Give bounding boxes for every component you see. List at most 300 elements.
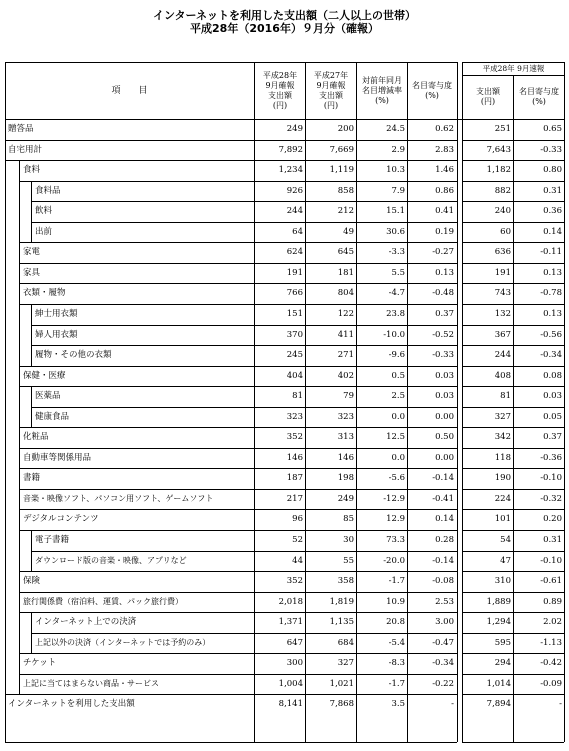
row-line bbox=[19, 571, 457, 572]
cell-value: 0.28 bbox=[435, 535, 454, 545]
cell-value: 0.36 bbox=[543, 206, 562, 217]
indent-guide-2 bbox=[31, 181, 32, 243]
row-line bbox=[19, 530, 457, 531]
cell-value: 12.5 bbox=[386, 432, 405, 443]
row-line-right bbox=[462, 571, 564, 572]
cell-value: 327 bbox=[494, 411, 511, 422]
cell-value: 64 bbox=[292, 226, 303, 237]
table-row bbox=[5, 468, 564, 489]
cell-value: 0.14 bbox=[543, 226, 562, 237]
row-label: インターネット上での決済 bbox=[35, 617, 137, 628]
cell-value: 47 bbox=[500, 555, 511, 566]
table-border-mid-left bbox=[457, 62, 458, 742]
cell-value: 191 bbox=[286, 267, 303, 278]
cell-value: -0.22 bbox=[432, 678, 454, 689]
cell-value: -0.14 bbox=[432, 555, 454, 566]
cell-value: -0.42 bbox=[540, 658, 562, 669]
row-line-right bbox=[462, 325, 564, 326]
row-label: 食料品 bbox=[35, 185, 61, 196]
row-label: 電子書籍 bbox=[35, 535, 70, 545]
cell-value: 300 bbox=[286, 658, 303, 669]
cell-value: 240 bbox=[494, 206, 511, 217]
cell-value: 647 bbox=[286, 637, 303, 648]
column-line-2 bbox=[356, 62, 357, 742]
row-label: 出前 bbox=[35, 226, 53, 237]
header-item: 項 目 bbox=[111, 85, 148, 96]
header-group-right: 平成28年 9月速報 bbox=[482, 63, 545, 73]
cell-value: -0.48 bbox=[432, 288, 454, 299]
cell-value: 44 bbox=[292, 555, 303, 566]
cell-value: -0.11 bbox=[540, 247, 562, 258]
row-label: 自動車等関係用品 bbox=[23, 452, 92, 463]
cell-value: 1,371 bbox=[278, 617, 303, 628]
cell-value: -5.6 bbox=[388, 473, 405, 484]
cell-value: 0.37 bbox=[543, 432, 562, 443]
table-row bbox=[5, 386, 564, 407]
cell-value: 146 bbox=[337, 452, 354, 463]
cell-value: 0.0 bbox=[391, 411, 405, 422]
cell-value: 190 bbox=[494, 473, 511, 484]
cell-value: 7.9 bbox=[391, 185, 405, 196]
page-title: インターネットを利用した支出額（二人以上の世帯） bbox=[152, 9, 416, 22]
row-line-right bbox=[462, 427, 564, 428]
row-line-right bbox=[462, 468, 564, 469]
cell-value: 146 bbox=[286, 452, 303, 463]
cell-value: -9.6 bbox=[388, 350, 405, 361]
cell-value: 766 bbox=[286, 288, 303, 299]
cell-value: 2.02 bbox=[543, 617, 562, 628]
indent-guide-1 bbox=[19, 160, 20, 694]
table-row bbox=[5, 407, 564, 428]
cell-value: 0.41 bbox=[435, 206, 454, 217]
cell-value: -0.33 bbox=[432, 350, 454, 361]
row-line bbox=[19, 304, 457, 305]
cell-value: 0.19 bbox=[435, 226, 454, 237]
cell-value: -0.41 bbox=[432, 493, 454, 504]
cell-value: -1.13 bbox=[540, 637, 562, 648]
row-line bbox=[19, 448, 457, 449]
row-line bbox=[19, 263, 457, 264]
cell-value: 402 bbox=[337, 370, 354, 381]
row-label: 贈答品 bbox=[8, 124, 34, 134]
row-line bbox=[5, 140, 457, 141]
cell-value: -12.9 bbox=[383, 493, 405, 504]
cell-value: -5.4 bbox=[388, 637, 405, 648]
row-label: 自宅用計 bbox=[8, 144, 43, 155]
table-header bbox=[5, 62, 564, 120]
row-line-right bbox=[462, 242, 564, 243]
cell-value: 118 bbox=[494, 452, 511, 463]
cell-value: 313 bbox=[337, 432, 354, 443]
cell-value: -8.3 bbox=[388, 658, 405, 669]
row-line bbox=[19, 468, 457, 469]
row-line bbox=[19, 509, 457, 510]
cell-value: 367 bbox=[494, 329, 511, 340]
table-row bbox=[5, 509, 564, 530]
table-body bbox=[5, 119, 564, 742]
header-col1: 平成28年 9月確報 支出額 (円) bbox=[262, 70, 298, 110]
table-row bbox=[5, 222, 564, 243]
row-label: 音楽・映像ソフト、パソコン用ソフト、ゲームソフト bbox=[23, 493, 214, 503]
cell-value: 7,868 bbox=[329, 699, 354, 710]
cell-value: 0.50 bbox=[435, 432, 454, 443]
cell-value: 55 bbox=[343, 555, 354, 566]
cell-value: -0.09 bbox=[540, 678, 562, 689]
cell-value: 181 bbox=[337, 267, 354, 278]
row-line-right bbox=[462, 181, 564, 182]
cell-value: 3.5 bbox=[391, 699, 405, 710]
cell-value: 645 bbox=[337, 247, 354, 258]
row-line-right bbox=[462, 160, 564, 161]
table-border-top bbox=[5, 62, 457, 63]
row-label: 家電 bbox=[23, 247, 41, 258]
cell-value: 132 bbox=[494, 308, 511, 319]
row-line bbox=[31, 222, 457, 223]
row-line bbox=[31, 551, 457, 552]
row-label: 衣類・履物 bbox=[23, 288, 66, 299]
column-line-right bbox=[513, 75, 514, 742]
cell-value: 151 bbox=[286, 308, 303, 319]
row-line-right bbox=[462, 694, 564, 695]
row-line-right bbox=[462, 509, 564, 510]
row-line bbox=[19, 653, 457, 654]
cell-value: 2.53 bbox=[435, 596, 454, 607]
cell-value: 0.20 bbox=[543, 514, 562, 525]
row-line-right bbox=[462, 489, 564, 490]
cell-value: 1,014 bbox=[486, 678, 511, 689]
cell-value: -0.08 bbox=[432, 576, 454, 587]
row-line bbox=[19, 612, 457, 613]
cell-value: 24.5 bbox=[386, 124, 405, 134]
cell-value: 0.13 bbox=[543, 308, 562, 319]
cell-value: -0.32 bbox=[540, 493, 562, 504]
cell-value: 54 bbox=[500, 535, 511, 545]
header-col6: 名目寄与度 (%) bbox=[519, 87, 559, 106]
cell-value: 23.8 bbox=[386, 308, 405, 319]
cell-value: 1,004 bbox=[278, 678, 303, 689]
cell-value: 20.8 bbox=[386, 617, 405, 628]
table-row bbox=[5, 201, 564, 222]
row-label: 医薬品 bbox=[35, 391, 61, 402]
cell-value: -20.0 bbox=[383, 555, 405, 566]
row-label: ダウンロード版の音楽・映像、アプリなど bbox=[35, 555, 187, 565]
cell-value: 0.13 bbox=[435, 267, 454, 278]
table-border-top-right bbox=[462, 62, 564, 63]
cell-value: 2.9 bbox=[391, 144, 405, 155]
cell-value: 249 bbox=[286, 124, 303, 134]
cell-value: 212 bbox=[337, 206, 354, 217]
cell-value: -1.7 bbox=[388, 576, 405, 587]
cell-value: -0.52 bbox=[432, 329, 454, 340]
table-border-left bbox=[5, 62, 6, 742]
table-row bbox=[5, 345, 564, 366]
row-line bbox=[19, 366, 457, 367]
table-row bbox=[5, 592, 564, 613]
cell-value: 0.37 bbox=[435, 308, 454, 319]
cell-value: 7,894 bbox=[486, 699, 511, 710]
cell-value: -0.78 bbox=[540, 288, 562, 299]
row-line-right bbox=[462, 304, 564, 305]
row-line-right bbox=[462, 407, 564, 408]
row-label: 上記に当てはまらない商品・サービス bbox=[23, 678, 159, 688]
cell-value: 5.5 bbox=[391, 267, 405, 278]
cell-value: 0.13 bbox=[543, 267, 562, 278]
row-line bbox=[31, 345, 457, 346]
cell-value: 0.86 bbox=[435, 185, 454, 196]
row-label: 履物・その他の衣類 bbox=[35, 350, 112, 361]
row-line bbox=[19, 386, 457, 387]
cell-value: 0.62 bbox=[435, 124, 454, 134]
cell-value: 595 bbox=[494, 637, 511, 648]
cell-value: 249 bbox=[337, 493, 354, 504]
row-label: 化粧品 bbox=[23, 432, 49, 443]
cell-value: 10.9 bbox=[386, 596, 405, 607]
cell-value: -0.61 bbox=[540, 576, 562, 587]
cell-value: 217 bbox=[286, 493, 303, 504]
table-row bbox=[5, 674, 564, 695]
table-row bbox=[5, 694, 564, 715]
cell-value: 245 bbox=[286, 350, 303, 361]
expenditure-table bbox=[5, 62, 564, 742]
table-row bbox=[5, 551, 564, 572]
cell-value: 2.5 bbox=[391, 391, 405, 402]
cell-value: 0.03 bbox=[435, 391, 454, 402]
table-row bbox=[5, 263, 564, 284]
cell-value: 2,018 bbox=[278, 596, 303, 607]
header-col2: 平成27年 9月確報 支出額 (円) bbox=[313, 70, 349, 110]
cell-value: 323 bbox=[337, 411, 354, 422]
row-label: 健康食品 bbox=[35, 411, 70, 422]
cell-value: 858 bbox=[337, 185, 354, 196]
cell-value: 7,892 bbox=[278, 144, 303, 155]
cell-value: 1,294 bbox=[486, 617, 511, 628]
indent-guide-2 bbox=[31, 530, 32, 571]
cell-value: 358 bbox=[337, 576, 354, 587]
cell-value: 198 bbox=[337, 473, 354, 484]
row-line-right bbox=[462, 366, 564, 367]
row-line bbox=[19, 674, 457, 675]
table-row bbox=[5, 366, 564, 387]
cell-value: 30 bbox=[343, 535, 354, 545]
column-line-0 bbox=[254, 62, 255, 742]
row-label: 食料 bbox=[23, 165, 41, 176]
cell-value: 251 bbox=[494, 124, 511, 134]
row-label: 上記以外の決済（インターネットでは予約のみ） bbox=[35, 637, 211, 647]
row-line-right bbox=[462, 653, 564, 654]
header-col5: 支出額 (円) bbox=[476, 87, 500, 106]
cell-value: 743 bbox=[494, 288, 511, 299]
row-label: 婦人用衣類 bbox=[35, 329, 78, 340]
cell-value: -0.10 bbox=[540, 473, 562, 484]
cell-value: 327 bbox=[337, 658, 354, 669]
table-row bbox=[5, 304, 564, 325]
cell-value: 1,021 bbox=[329, 678, 354, 689]
cell-value: -0.10 bbox=[540, 555, 562, 566]
row-label: 飲料 bbox=[35, 206, 53, 217]
cell-value: 0.14 bbox=[435, 514, 454, 525]
row-line bbox=[19, 181, 457, 182]
table-row bbox=[5, 427, 564, 448]
cell-value: 85 bbox=[343, 514, 354, 525]
cell-value: -10.0 bbox=[383, 329, 405, 340]
cell-value: 187 bbox=[286, 473, 303, 484]
cell-value: 73.3 bbox=[386, 535, 405, 545]
table-row bbox=[5, 571, 564, 592]
row-line bbox=[31, 325, 457, 326]
cell-value: 0.0 bbox=[391, 452, 405, 463]
cell-value: 10.3 bbox=[386, 165, 405, 176]
cell-value: 200 bbox=[337, 124, 354, 134]
cell-value: 81 bbox=[292, 391, 303, 402]
cell-value: 7,669 bbox=[329, 144, 354, 155]
cell-value: 0.31 bbox=[543, 535, 562, 545]
row-line-right bbox=[462, 386, 564, 387]
column-line-1 bbox=[305, 62, 306, 742]
cell-value: 684 bbox=[337, 637, 354, 648]
table-row bbox=[5, 633, 564, 654]
cell-value: 3.00 bbox=[435, 617, 454, 628]
cell-value: 1,819 bbox=[329, 596, 354, 607]
cell-value: 342 bbox=[494, 432, 511, 443]
cell-value: 122 bbox=[337, 308, 354, 319]
indent-guide-2 bbox=[31, 386, 32, 427]
cell-value: 1,119 bbox=[329, 165, 354, 176]
row-line bbox=[31, 633, 457, 634]
cell-value: 0.03 bbox=[543, 391, 562, 402]
cell-value: 12.9 bbox=[386, 514, 405, 525]
cell-value: 101 bbox=[494, 514, 511, 525]
cell-value: 352 bbox=[286, 432, 303, 443]
row-line bbox=[19, 427, 457, 428]
cell-value: -4.7 bbox=[388, 288, 405, 299]
cell-value: 52 bbox=[292, 535, 303, 545]
table-row bbox=[5, 242, 564, 263]
row-line bbox=[19, 592, 457, 593]
cell-value: 0.05 bbox=[543, 411, 562, 422]
cell-value: 1,234 bbox=[278, 165, 303, 176]
row-line bbox=[5, 694, 457, 695]
cell-value: 0.5 bbox=[391, 370, 405, 381]
cell-value: 0.31 bbox=[543, 185, 562, 196]
cell-value: -3.3 bbox=[388, 247, 405, 258]
row-line bbox=[19, 489, 457, 490]
row-label: チケット bbox=[23, 658, 57, 669]
row-line bbox=[19, 242, 457, 243]
cell-value: 1.46 bbox=[435, 165, 454, 176]
cell-value: 7,643 bbox=[486, 144, 511, 155]
cell-value: 1,889 bbox=[486, 596, 511, 607]
cell-value: 804 bbox=[337, 288, 354, 299]
row-line-right bbox=[462, 592, 564, 593]
table-row bbox=[5, 283, 564, 304]
row-line-right bbox=[462, 530, 564, 531]
cell-value: 624 bbox=[286, 247, 303, 258]
cell-value: 96 bbox=[292, 514, 303, 525]
table-row bbox=[5, 489, 564, 510]
cell-value: 411 bbox=[337, 329, 354, 340]
header-col4: 名目寄与度 (%) bbox=[412, 80, 452, 100]
table-row bbox=[5, 612, 564, 633]
cell-value: - bbox=[559, 699, 562, 710]
cell-value: 352 bbox=[286, 576, 303, 587]
row-line-right bbox=[462, 612, 564, 613]
cell-value: 408 bbox=[494, 370, 511, 381]
cell-value: 404 bbox=[286, 370, 303, 381]
cell-value: 0.08 bbox=[543, 370, 562, 381]
cell-value: -0.36 bbox=[540, 452, 562, 463]
cell-value: 0.89 bbox=[543, 596, 562, 607]
table-row bbox=[5, 119, 564, 140]
indent-guide-2 bbox=[31, 304, 32, 366]
cell-value: 271 bbox=[337, 350, 354, 361]
row-label: 書籍 bbox=[23, 473, 41, 484]
table-row bbox=[5, 653, 564, 674]
cell-value: 30.6 bbox=[386, 226, 405, 237]
table-border-bottom bbox=[5, 742, 457, 743]
cell-value: 370 bbox=[286, 329, 303, 340]
table-border-bottom-right bbox=[462, 742, 564, 743]
row-label: 家具 bbox=[23, 267, 41, 278]
table-border-right bbox=[564, 62, 565, 742]
cell-value: 244 bbox=[494, 350, 511, 361]
cell-value: - bbox=[451, 699, 454, 710]
row-line-right bbox=[462, 140, 564, 141]
cell-value: 60 bbox=[500, 226, 511, 237]
cell-value: -0.47 bbox=[432, 637, 454, 648]
cell-value: 310 bbox=[494, 576, 511, 587]
cell-value: 79 bbox=[343, 391, 354, 402]
cell-value: 1,135 bbox=[329, 617, 354, 628]
cell-value: -0.34 bbox=[432, 658, 454, 669]
cell-value: 81 bbox=[500, 391, 511, 402]
row-line-right bbox=[462, 674, 564, 675]
table-row bbox=[5, 325, 564, 346]
table-row bbox=[5, 530, 564, 551]
table-row bbox=[5, 181, 564, 202]
column-line-3 bbox=[407, 62, 408, 742]
cell-value: 0.03 bbox=[435, 370, 454, 381]
cell-value: 882 bbox=[494, 185, 511, 196]
cell-value: -0.34 bbox=[540, 350, 562, 361]
cell-value: 191 bbox=[494, 267, 511, 278]
table-row bbox=[5, 160, 564, 181]
cell-value: 2.83 bbox=[435, 144, 454, 155]
cell-value: 15.1 bbox=[386, 206, 405, 217]
cell-value: 0.00 bbox=[435, 411, 454, 422]
cell-value: 294 bbox=[494, 658, 511, 669]
row-label: デジタルコンテンツ bbox=[23, 514, 99, 525]
cell-value: 8,141 bbox=[278, 699, 303, 710]
row-line bbox=[31, 407, 457, 408]
row-label: 保健・医療 bbox=[23, 370, 66, 381]
header-col3: 対前年同月 名目増減率 (%) bbox=[362, 75, 402, 105]
row-line-right bbox=[462, 551, 564, 552]
cell-value: 224 bbox=[494, 493, 511, 504]
cell-value: 926 bbox=[286, 185, 303, 196]
cell-value: 323 bbox=[286, 411, 303, 422]
row-line-right bbox=[462, 222, 564, 223]
row-line bbox=[19, 283, 457, 284]
cell-value: 0.00 bbox=[435, 452, 454, 463]
row-label: 保険 bbox=[23, 576, 41, 587]
cell-value: 636 bbox=[494, 247, 511, 258]
row-label: インターネットを利用した支出額 bbox=[8, 699, 135, 710]
row-line bbox=[31, 201, 457, 202]
table-row bbox=[5, 448, 564, 469]
row-line-right bbox=[462, 345, 564, 346]
cell-value: 0.80 bbox=[543, 165, 562, 176]
cell-value: -0.33 bbox=[540, 144, 562, 155]
